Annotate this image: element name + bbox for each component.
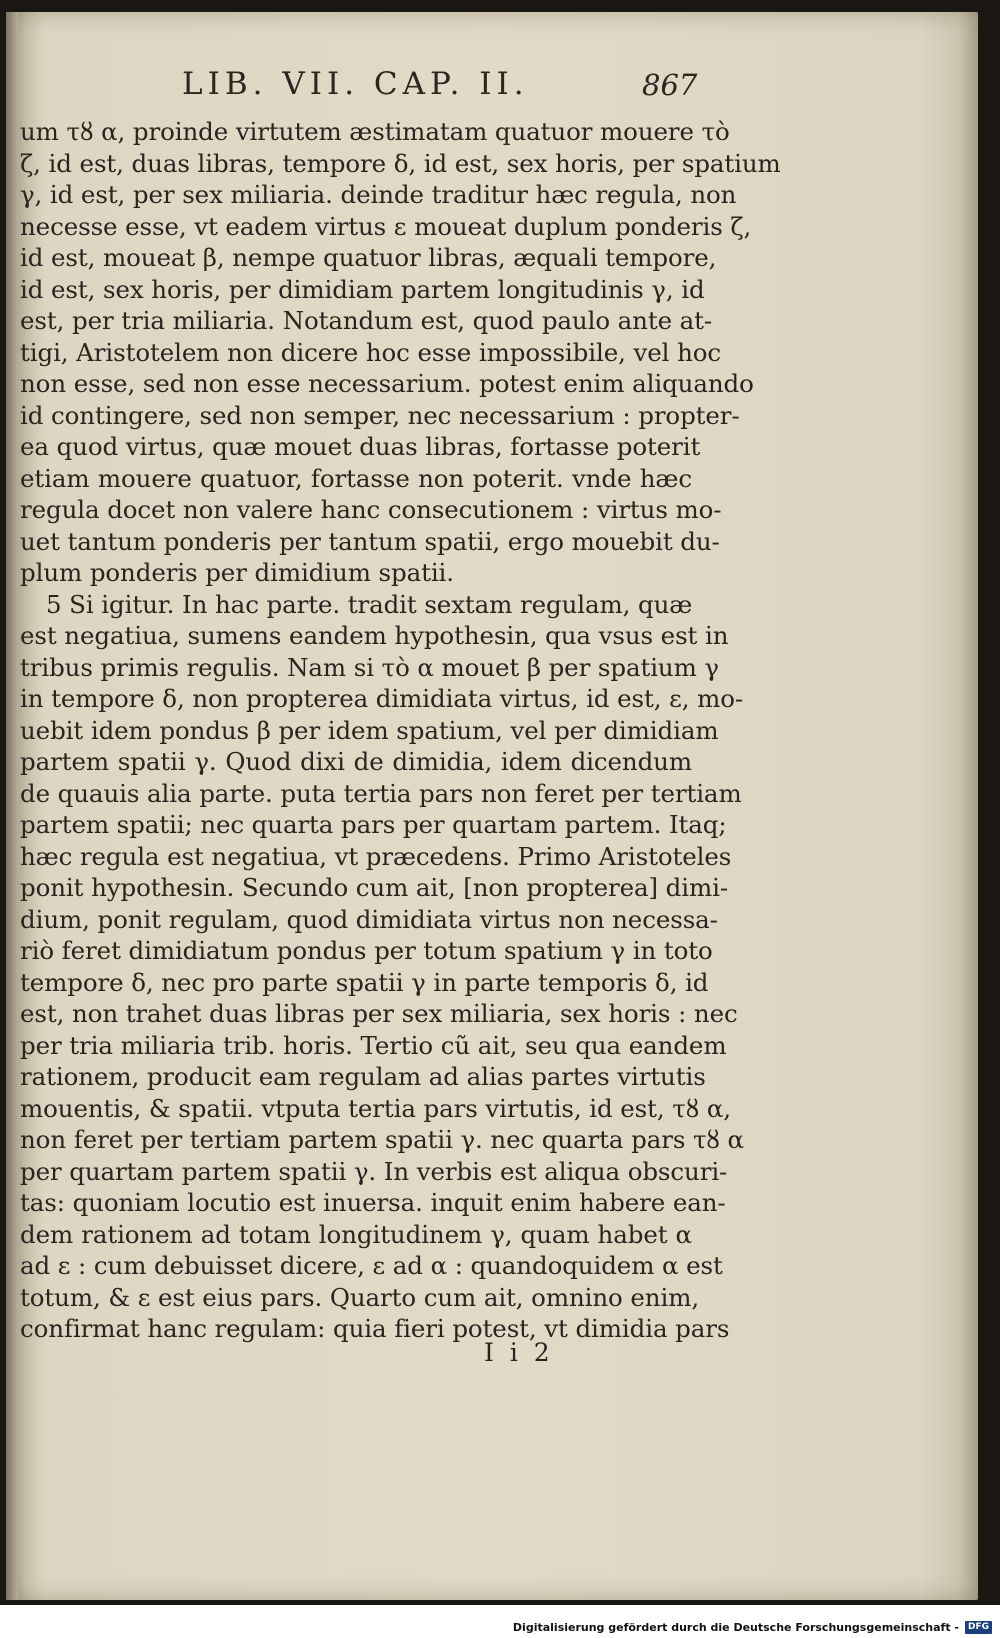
text-line: dium, ponit regulam, quod dimidiata virtus non necessa- <box>20 904 718 934</box>
dfg-logo-icon: DFG <box>965 1621 992 1634</box>
text-line: tas: quoniam locutio est inuersa. inquit enim habere ean- <box>20 1188 726 1217</box>
text-line: est, non trahet duas libras per sex miliaria, sex horis : nec <box>20 999 738 1028</box>
text-line: ea quod virtus, quæ mouet duas libras, fortasse poterit <box>20 432 701 461</box>
folio-number: 867 <box>642 68 698 102</box>
text-line: dem rationem ad totam longitudinem γ, quam habet α <box>20 1219 692 1249</box>
text-line: id est, moueat β, nempe quatuor libras, æquali tempore, <box>20 243 717 272</box>
text-line: per tria miliaria trib. horis. Tertio cũ ait, seu qua eandem <box>20 1030 727 1060</box>
text-line: hæc regula est negatiua, vt præcedens. Primo Aristoteles <box>20 841 732 871</box>
text-line: confirmat hanc regulam: quia fieri potest, vt dimidia pars <box>20 1314 730 1343</box>
book-page <box>6 12 978 1600</box>
text-line: id contingere, sed non semper, nec necessarium : propter- <box>20 400 740 430</box>
page-gutter <box>6 12 18 1600</box>
text-line: non feret per tertiam partem spatii γ. nec quarta pars τȣ α <box>20 1125 744 1154</box>
text-line: est negatiua, sumens eandem hypothesin, qua vsus est in <box>20 621 729 650</box>
text-line: tribus primis regulis. Nam si τὸ α mouet β per spatium γ <box>20 652 719 682</box>
text-line: mouentis, & spatii. vtputa tertia pars virtutis, id est, τȣ α, <box>20 1093 731 1123</box>
text-line: γ, id est, per sex miliaria. deinde traditur hæc regula, non <box>20 180 737 209</box>
text-line: 5 Si igitur. In hac parte. tradit sextam regulam, quæ <box>46 589 693 619</box>
text-line: id est, sex horis, per dimidiam partem longitudinis γ, id <box>20 274 705 304</box>
funding-banner <box>513 1619 992 1635</box>
text-line: totum, & ε est eius pars. Quarto cum ait, omnino enim, <box>20 1282 700 1312</box>
funding-banner-text: Digitalisierung gefördert durch die Deutsche Forschungsgemeinschaft - <box>512 1620 959 1634</box>
text-line: partem spatii γ. Quod dixi de dimidia, idem dicendum <box>20 747 692 776</box>
signature-mark: I i 2 <box>484 1338 554 1367</box>
running-head: LIB. VII. CAP. II. <box>182 66 529 102</box>
text-line: non esse, sed non esse necessarium. potest enim aliquando <box>20 369 754 398</box>
text-line: rationem, producit eam regulam ad alias partes virtutis <box>20 1062 706 1091</box>
text-line: in tempore δ, non propterea dimidiata virtus, id est, ε, mo- <box>20 684 744 713</box>
body-text <box>20 116 781 1345</box>
text-line: tempore δ, nec pro parte spatii γ in parte temporis δ, id <box>20 967 709 997</box>
text-line: um τȣ α, proinde virtutem æstimatam quatuor mouere τὸ <box>20 117 730 146</box>
text-line: etiam mouere quatuor, fortasse non poterit. vnde hæc <box>20 463 692 493</box>
text-line: partem spatii; nec quarta pars per quartam partem. Itaq; <box>20 810 727 839</box>
text-line: uet tantum ponderis per tantum spatii, ergo mouebit du- <box>20 526 720 556</box>
text-line: ponit hypothesin. Secundo cum ait, [non propterea] dimi- <box>20 873 729 902</box>
text-line: ad ε : cum debuisset dicere, ε ad α : quandoquidem α est <box>20 1251 723 1280</box>
text-line: uebit idem pondus β per idem spatium, vel per dimidiam <box>20 715 719 745</box>
text-line: ζ, id est, duas libras, tempore δ, id est, sex horis, per spatium <box>20 148 781 178</box>
text-line: tigi, Aristotelem non dicere hoc esse impossibile, vel hoc <box>20 337 722 367</box>
text-line: de quauis alia parte. puta tertia pars non feret per tertiam <box>20 778 742 808</box>
page-header <box>6 66 978 106</box>
text-line: est, per tria miliaria. Notandum est, quod paulo ante at- <box>20 306 713 335</box>
text-line: riò feret dimidiatum pondus per totum spatium γ in toto <box>20 936 713 965</box>
text-line: necesse esse, vt eadem virtus ε moueat duplum ponderis ζ, <box>20 211 752 241</box>
text-line: plum ponderis per dimidium spatii. <box>20 558 454 587</box>
text-line: regula docet non valere hanc consecutionem : virtus mo- <box>20 495 722 524</box>
text-line: per quartam partem spatii γ. In verbis est aliqua obscuri- <box>20 1156 728 1186</box>
